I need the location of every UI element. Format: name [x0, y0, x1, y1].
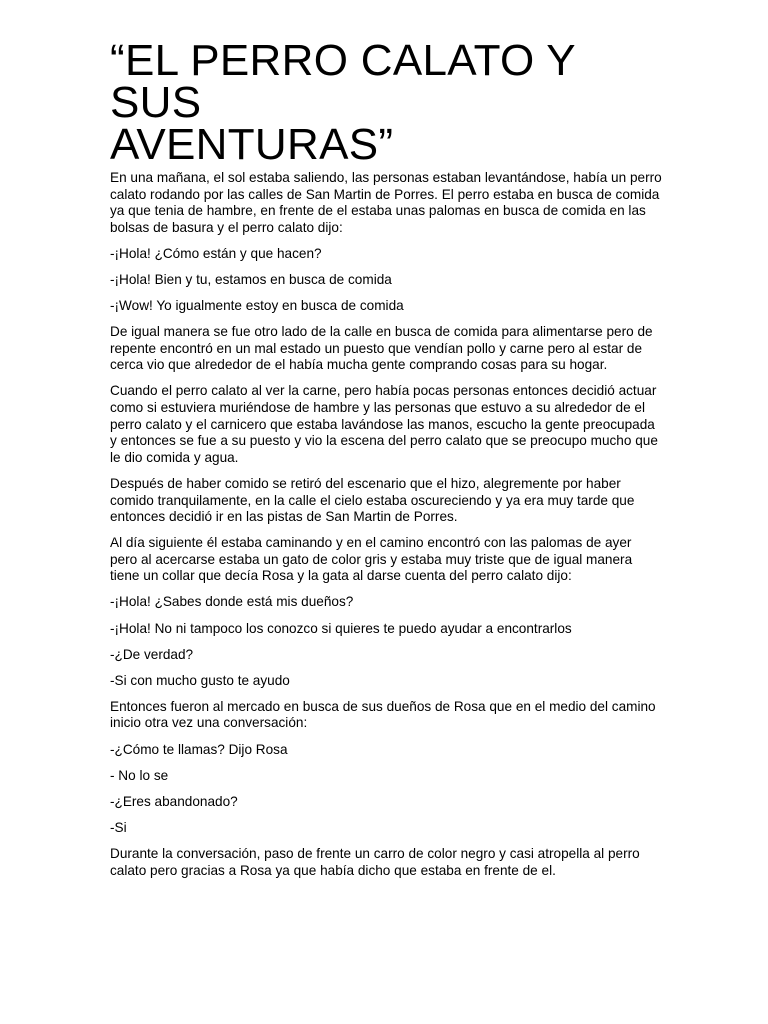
dialogue-line: -¡Hola! Bien y tu, estamos en busca de comida	[110, 271, 392, 287]
dialogue-line: -Si con mucho gusto te ayudo	[110, 672, 290, 688]
dialogue-line: -Si	[110, 819, 127, 835]
story-title	[110, 36, 662, 169]
paragraph: Después de haber comido se retiró del escenario que el hizo, alegremente por haber comido tranquilamente, en la calle el cielo estaba oscureciendo y ya era muy tarde que entonces decidió ir en las pistas de San Martin de Porres.	[110, 475, 635, 525]
paragraph: Al día siguiente él estaba caminando y en el camino encontró con las palomas de ayer pero al acercarse estaba un gato de color gris y estaba muy triste que de igual manera tiene un collar que decía Rosa y la gata al darse cuenta del perro calato dijo:	[110, 535, 633, 584]
title-line: AVENTURAS”	[110, 120, 394, 169]
dialogue-line: - No lo se	[110, 767, 169, 783]
dialogue-line: -¿Eres abandonado?	[110, 793, 238, 809]
title-line: SUS	[110, 78, 202, 127]
paragraph: Cuando el perro calato al ver la carne, pero había pocas personas entonces decidió actuar como si estuviera muriéndose de hambre y las personas que estuvo a su alrededor de el perro calato y el carnicero que estaba lavándose las manos, escucho la gente preocupada y entonces se fue a su puesto y vio la escena del perro calato que se preocupo mucho que le dio comida y agua.	[110, 383, 658, 465]
dialogue-line: -¿Cómo te llamas? Dijo Rosa	[110, 741, 288, 757]
dialogue-line: -¿De verdad?	[110, 646, 194, 662]
document-page	[110, 36, 662, 889]
paragraph: Durante la conversación, paso de frente un carro de color negro y casi atropella al perro calato pero gracias a Rosa ya que había dicho que estaba en frente de el.	[110, 845, 640, 878]
paragraph: De igual manera se fue otro lado de la calle en busca de comida para alimentarse pero de repente encontró en un mal estado un puesto que vendían pollo y carne pero al estar de cerca vio que alrededor de el había mucha gente comprando cosas para su hogar.	[110, 324, 653, 373]
paragraph-intro: En una mañana, el sol estaba saliendo, las personas estaban levantándose, había un perro calato rodando por las calles de San Martin de Porres. El perro estaba en busca de comida ya que tenia de hambre, en frente de el estaba unas palomas en busca de comida en las bolsas de basura y el perro calato dijo:	[110, 170, 662, 235]
dialogue-line: -¡Hola! ¿Sabes donde está mis dueños?	[110, 594, 354, 610]
dialogue-line: -¡Hola! ¿Cómo están y que hacen?	[110, 245, 322, 261]
paragraph: Entonces fueron al mercado en busca de sus dueños de Rosa que en el medio del camino inicio otra vez una conversación:	[110, 698, 656, 731]
dialogue-line: -¡Wow! Yo igualmente estoy en busca de comida	[110, 298, 404, 314]
dialogue-line: -¡Hola! No ni tampoco los conozco si quieres te puedo ayudar a encontrarlos	[110, 620, 572, 636]
title-line: “EL PERRO CALATO Y	[110, 36, 576, 85]
